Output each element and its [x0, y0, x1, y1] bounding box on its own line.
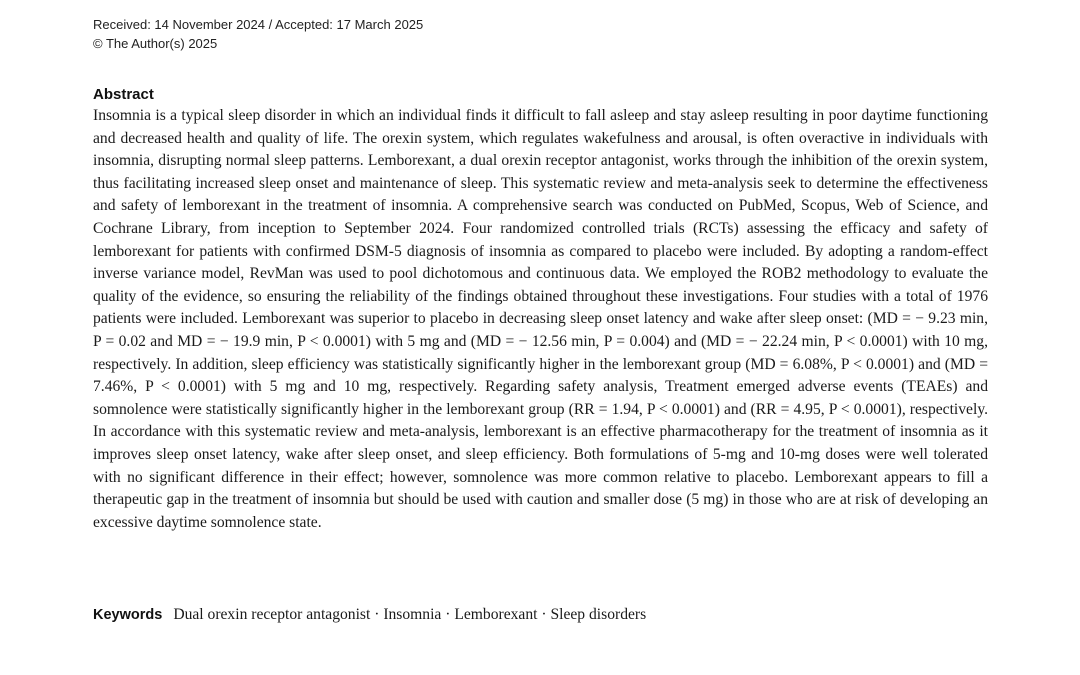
keywords-list: Dual orexin receptor antagonist · Insomnia · Lemborexant · Sleep disorders	[173, 606, 647, 623]
copyright-notice: © The Author(s) 2025	[93, 36, 218, 51]
article-meta	[93, 15, 423, 53]
keywords-section	[93, 606, 988, 624]
abstract-text: Insomnia is a typical sleep disorder in which an individual finds it difficult to fall asleep and stay asleep resulting in poor daytime functioning and decreased health and quality of life. The orexin system, which regulates wakefulness and arousal, is often overactive in individuals with insomnia, disrupting normal sleep patterns. Lemborexant, a dual orexin receptor antagonist, works through the inhibition of the orexin system, thus facilitating increased sleep onset and maintenance of sleep. This systematic review and meta-analysis seek to determine the effectiveness and safety of lemborexant in the treatment of insomnia. A comprehensive search was conducted on PubMed, Scopus, Web of Science, and Cochrane Library, from inception to September 2024. Four randomized controlled trials (RCTs) assessing the efficacy and safety of lemborexant for patients with confirmed DSM-5 diagnosis of insomnia as compared to placebo were included. By adopting a random-effect inverse variance model, RevMan was used to pool dichotomous and continuous data. We employed the ROB2 methodology to evaluate the quality of the evidence, so ensuring the reliability of the findings obtained throughout these investigations. Four studies with a total of 1976 patients were included. Lemborexant was superior to placebo in decreasing sleep onset latency and wake after sleep onset: (MD = − 9.23 min, P = 0.02 and MD = − 19.9 min, P < 0.0001) with 5 mg and (MD = − 12.56 min, P = 0.004) and (MD = − 22.24 min, P < 0.0001) with 10 mg, respectively. In addition, sleep efficiency was statistically significantly higher in the lemborexant group (MD = 6.08%, P < 0.0001) and (MD = 7.46%, P < 0.0001) with 5 mg and 10 mg, respectively. Regarding safety analysis, Treatment emerged adverse events (TEAEs) and somnolence were statistically significantly higher in the lemborexant group (RR = 1.94, P < 0.0001) and (RR = 4.95, P < 0.0001), respectively. In accordance with this systematic review and meta-analysis, lemborexant is an effective pharmacotherapy for the treatment of insomnia as it improves sleep onset latency, wake after sleep onset, and sleep efficiency. Both formulations of 5-mg and 10-mg doses were well tolerated with no significant difference in their effect; however, somnolence was more common relative to placebo. Lemborexant appears to fill a therapeutic gap in the treatment of insomnia but should be used with caution and smaller dose (5 mg) in those who are at risk of developing an excessive daytime somnolence state.	[93, 107, 988, 531]
received-accepted-dates: Received: 14 November 2024 / Accepted: 17 March 2025	[93, 17, 424, 32]
abstract-heading: Abstract	[93, 86, 154, 103]
keywords-label: Keywords	[93, 607, 163, 623]
abstract-section	[93, 86, 988, 534]
